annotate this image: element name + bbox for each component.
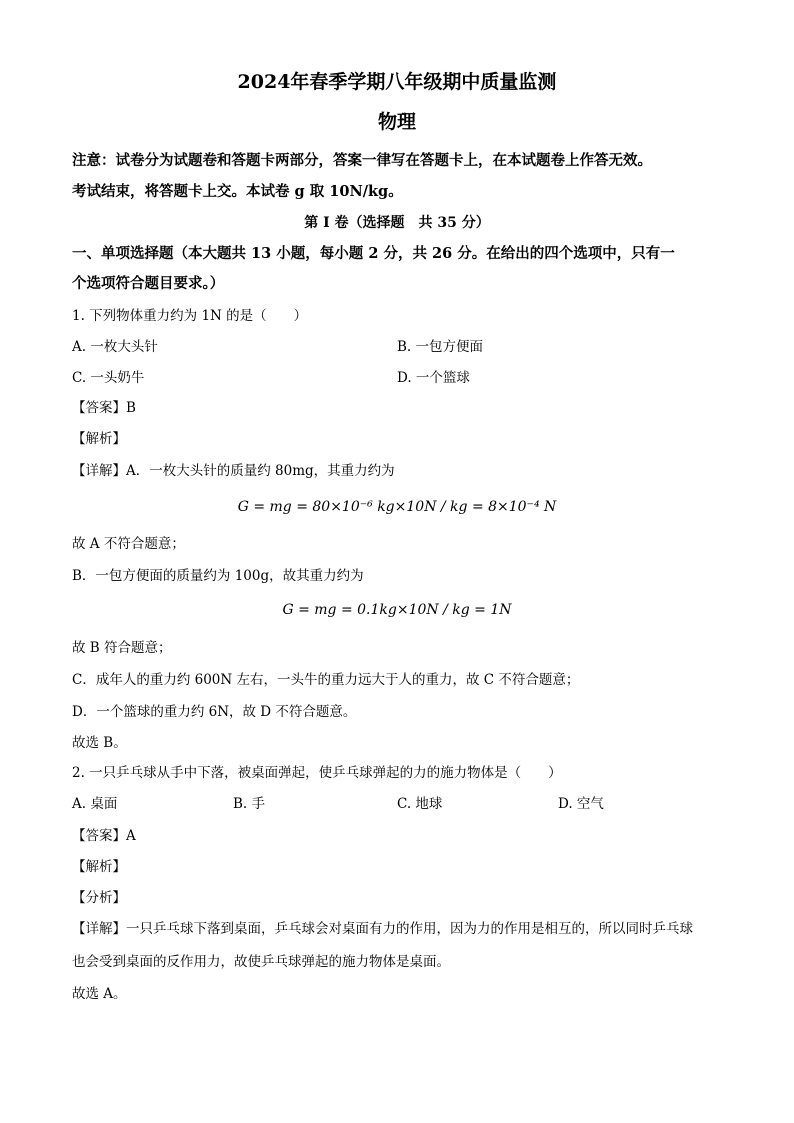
question-1-stem: 1. 下列物体重力约为 1N 的是（ ） bbox=[72, 308, 308, 324]
notice-line-1: 注意：试卷分为试题卷和答题卡两部分，答案一律写在答题卡上，在本试题卷上作答无效。 bbox=[72, 152, 652, 169]
question-2-answer: 【答案】A bbox=[72, 828, 136, 844]
section-heading-line-2: 个选项符合题目要求。） bbox=[72, 275, 225, 292]
question-1-detail-a: 【详解】A．一枚大头针的质量约 80mg，其重力约为 bbox=[72, 463, 395, 479]
question-1-detail-c: C．成年人的重力约 600N 左右，一头牛的重力远大于人的重力，故 C 不符合题意； bbox=[72, 672, 580, 688]
question-1-detail-b: B．一包方便面的质量约为 100g，故其重力约为 bbox=[72, 568, 364, 584]
subject-title: 物理 bbox=[377, 111, 416, 133]
question-1-conclusion-a: 故 A 不符合题意； bbox=[72, 536, 185, 552]
question-1-final: 故选 B。 bbox=[72, 735, 127, 751]
question-1-formula-2: G = mg = 0.1kg×10N / kg = 1N bbox=[282, 602, 512, 618]
part-heading: 第 I 卷（选择题 共 35 分） bbox=[304, 215, 490, 231]
question-2-detail-line-1: 【详解】一只乒乓球下落到桌面，乒乓球会对桌面有力的作用，因为力的作用是相互的，所以同时乒乓球 bbox=[72, 921, 693, 937]
question-1-analysis-label: 【解析】 bbox=[72, 431, 126, 447]
question-2-option-c: C. 地球 bbox=[397, 796, 443, 812]
question-1-conclusion-b: 故 B 符合题意； bbox=[72, 640, 172, 656]
page-title: 2024年春季学期八年级期中质量监测 bbox=[237, 71, 557, 93]
question-1-option-b: B. 一包方便面 bbox=[397, 339, 484, 355]
notice-line-2: 考试结束，将答题卡上交。本试卷 g 取 10N/kg。 bbox=[72, 183, 403, 200]
question-2-stem: 2. 一只乒乓球从手中下落，被桌面弹起，使乒乓球弹起的力的施力物体是（ ） bbox=[72, 765, 562, 781]
question-2-fenxi-label: 【分析】 bbox=[72, 890, 126, 906]
question-2-final: 故选 A。 bbox=[72, 986, 127, 1002]
question-2-option-d: D. 空气 bbox=[558, 796, 604, 812]
question-1-option-c: C. 一头奶牛 bbox=[72, 370, 145, 386]
section-heading-line-1: 一、单项选择题（本大题共 13 小题，每小题 2 分，共 26 分。在给出的四个选项中，只有一 bbox=[72, 245, 675, 262]
question-1-option-a: A. 一枚大头针 bbox=[72, 339, 158, 355]
question-2-detail-line-2: 也会受到桌面的反作用力，故使乒乓球弹起的施力物体是桌面。 bbox=[72, 954, 450, 970]
question-1-detail-d: D．一个篮球的重力约 6N，故 D 不符合题意。 bbox=[72, 704, 357, 720]
question-1-formula-1: G = mg = 80×10⁻⁶ kg×10N / kg = 8×10⁻⁴ N bbox=[237, 499, 557, 515]
question-1-option-d: D. 一个篮球 bbox=[397, 370, 470, 386]
question-2-option-b: B. 手 bbox=[233, 796, 266, 812]
question-2-analysis-label: 【解析】 bbox=[72, 859, 126, 875]
question-1-answer: 【答案】B bbox=[72, 400, 136, 416]
question-2-option-a: A. 桌面 bbox=[72, 796, 118, 812]
